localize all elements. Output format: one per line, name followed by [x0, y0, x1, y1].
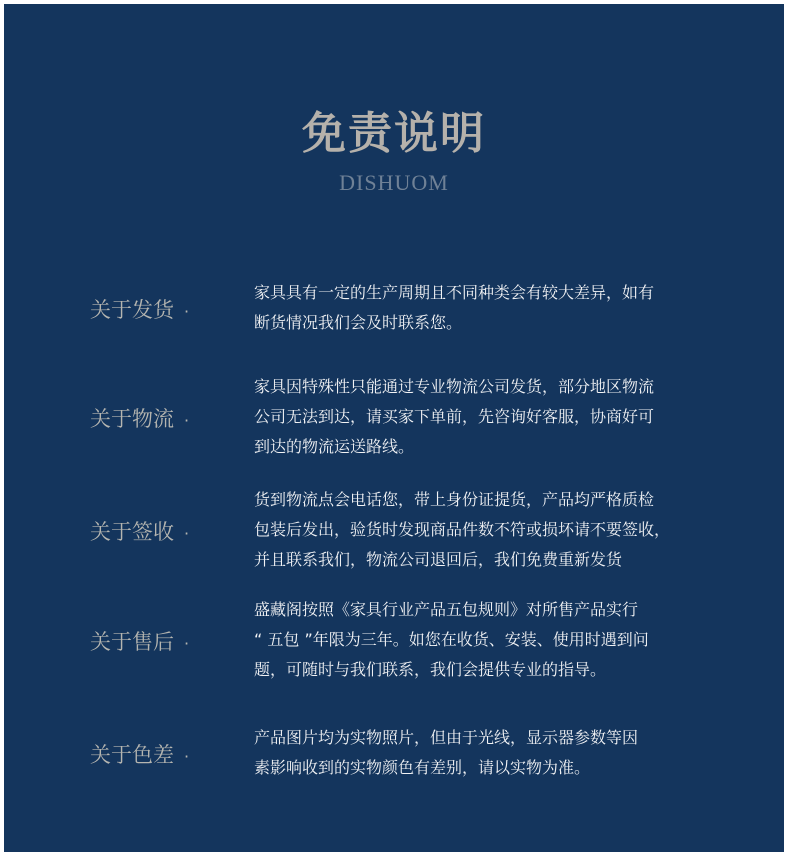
item-label	[90, 516, 189, 546]
item-description	[254, 595, 724, 685]
item-label-text: 关于色差	[90, 743, 174, 767]
item-description-line: 货到物流点会电话您，带上身份证提货，产品均严格质检	[254, 490, 655, 509]
disclaimer-item-after-sales	[4, 595, 784, 687]
item-separator: ·	[184, 524, 190, 543]
item-label-text: 关于签收	[90, 520, 174, 544]
item-description-line: 家具因特殊性只能通过专业物流公司发货，部分地区物流	[254, 377, 655, 396]
item-description-line: 到达的物流运送路线。	[254, 437, 415, 456]
item-label	[90, 403, 189, 433]
item-label-text: 关于售后	[90, 630, 174, 654]
disclaimer-item-shipping	[4, 278, 784, 348]
item-description-line: 产品图片均为实物照片，但由于光线，显示器参数等因	[254, 728, 639, 747]
item-description	[254, 278, 724, 338]
item-description-line: “ 五包 ”年限为三年。如您在收货、安装、使用时遇到问	[254, 630, 649, 649]
disclaimer-item-color-difference	[4, 723, 784, 793]
item-label-text: 关于发货	[90, 298, 174, 322]
item-label	[90, 626, 189, 656]
item-description	[254, 485, 724, 575]
page-subtitle: DISHUOM	[339, 170, 449, 195]
item-description-line: 家具具有一定的生产周期且不同种类会有较大差异，如有	[254, 283, 655, 302]
disclaimer-panel	[4, 4, 784, 852]
item-description-line: 公司无法到达，请买家下单前，先咨询好客服，协商好可	[254, 407, 655, 426]
item-description-line: 题，可随时与我们联系，我们会提供专业的指导。	[254, 660, 607, 679]
item-label	[90, 294, 189, 324]
disclaimer-item-signing	[4, 485, 784, 577]
disclaimer-item-logistics	[4, 372, 784, 464]
page-title: 免责说明	[302, 108, 486, 159]
item-label-text: 关于物流	[90, 407, 174, 431]
item-separator: ·	[184, 411, 190, 430]
item-description-line: 断货情况我们会及时联系您。	[254, 313, 463, 332]
item-description-line: 盛藏阁按照《家具行业产品五包规则》对所售产品实行	[254, 600, 639, 619]
item-separator: ·	[184, 302, 190, 321]
item-label	[90, 739, 189, 769]
item-description	[254, 372, 724, 462]
item-description-line: 并且联系我们，物流公司退回后，我们免费重新发货	[254, 550, 623, 569]
item-separator: ·	[184, 634, 190, 653]
item-separator: ·	[184, 747, 190, 766]
item-description	[254, 723, 724, 783]
item-description-line: 素影响收到的实物颜色有差别，请以实物为准。	[254, 758, 591, 777]
item-description-line: 包装后发出，验货时发现商品件数不符或损坏请不要签收，	[254, 520, 671, 539]
